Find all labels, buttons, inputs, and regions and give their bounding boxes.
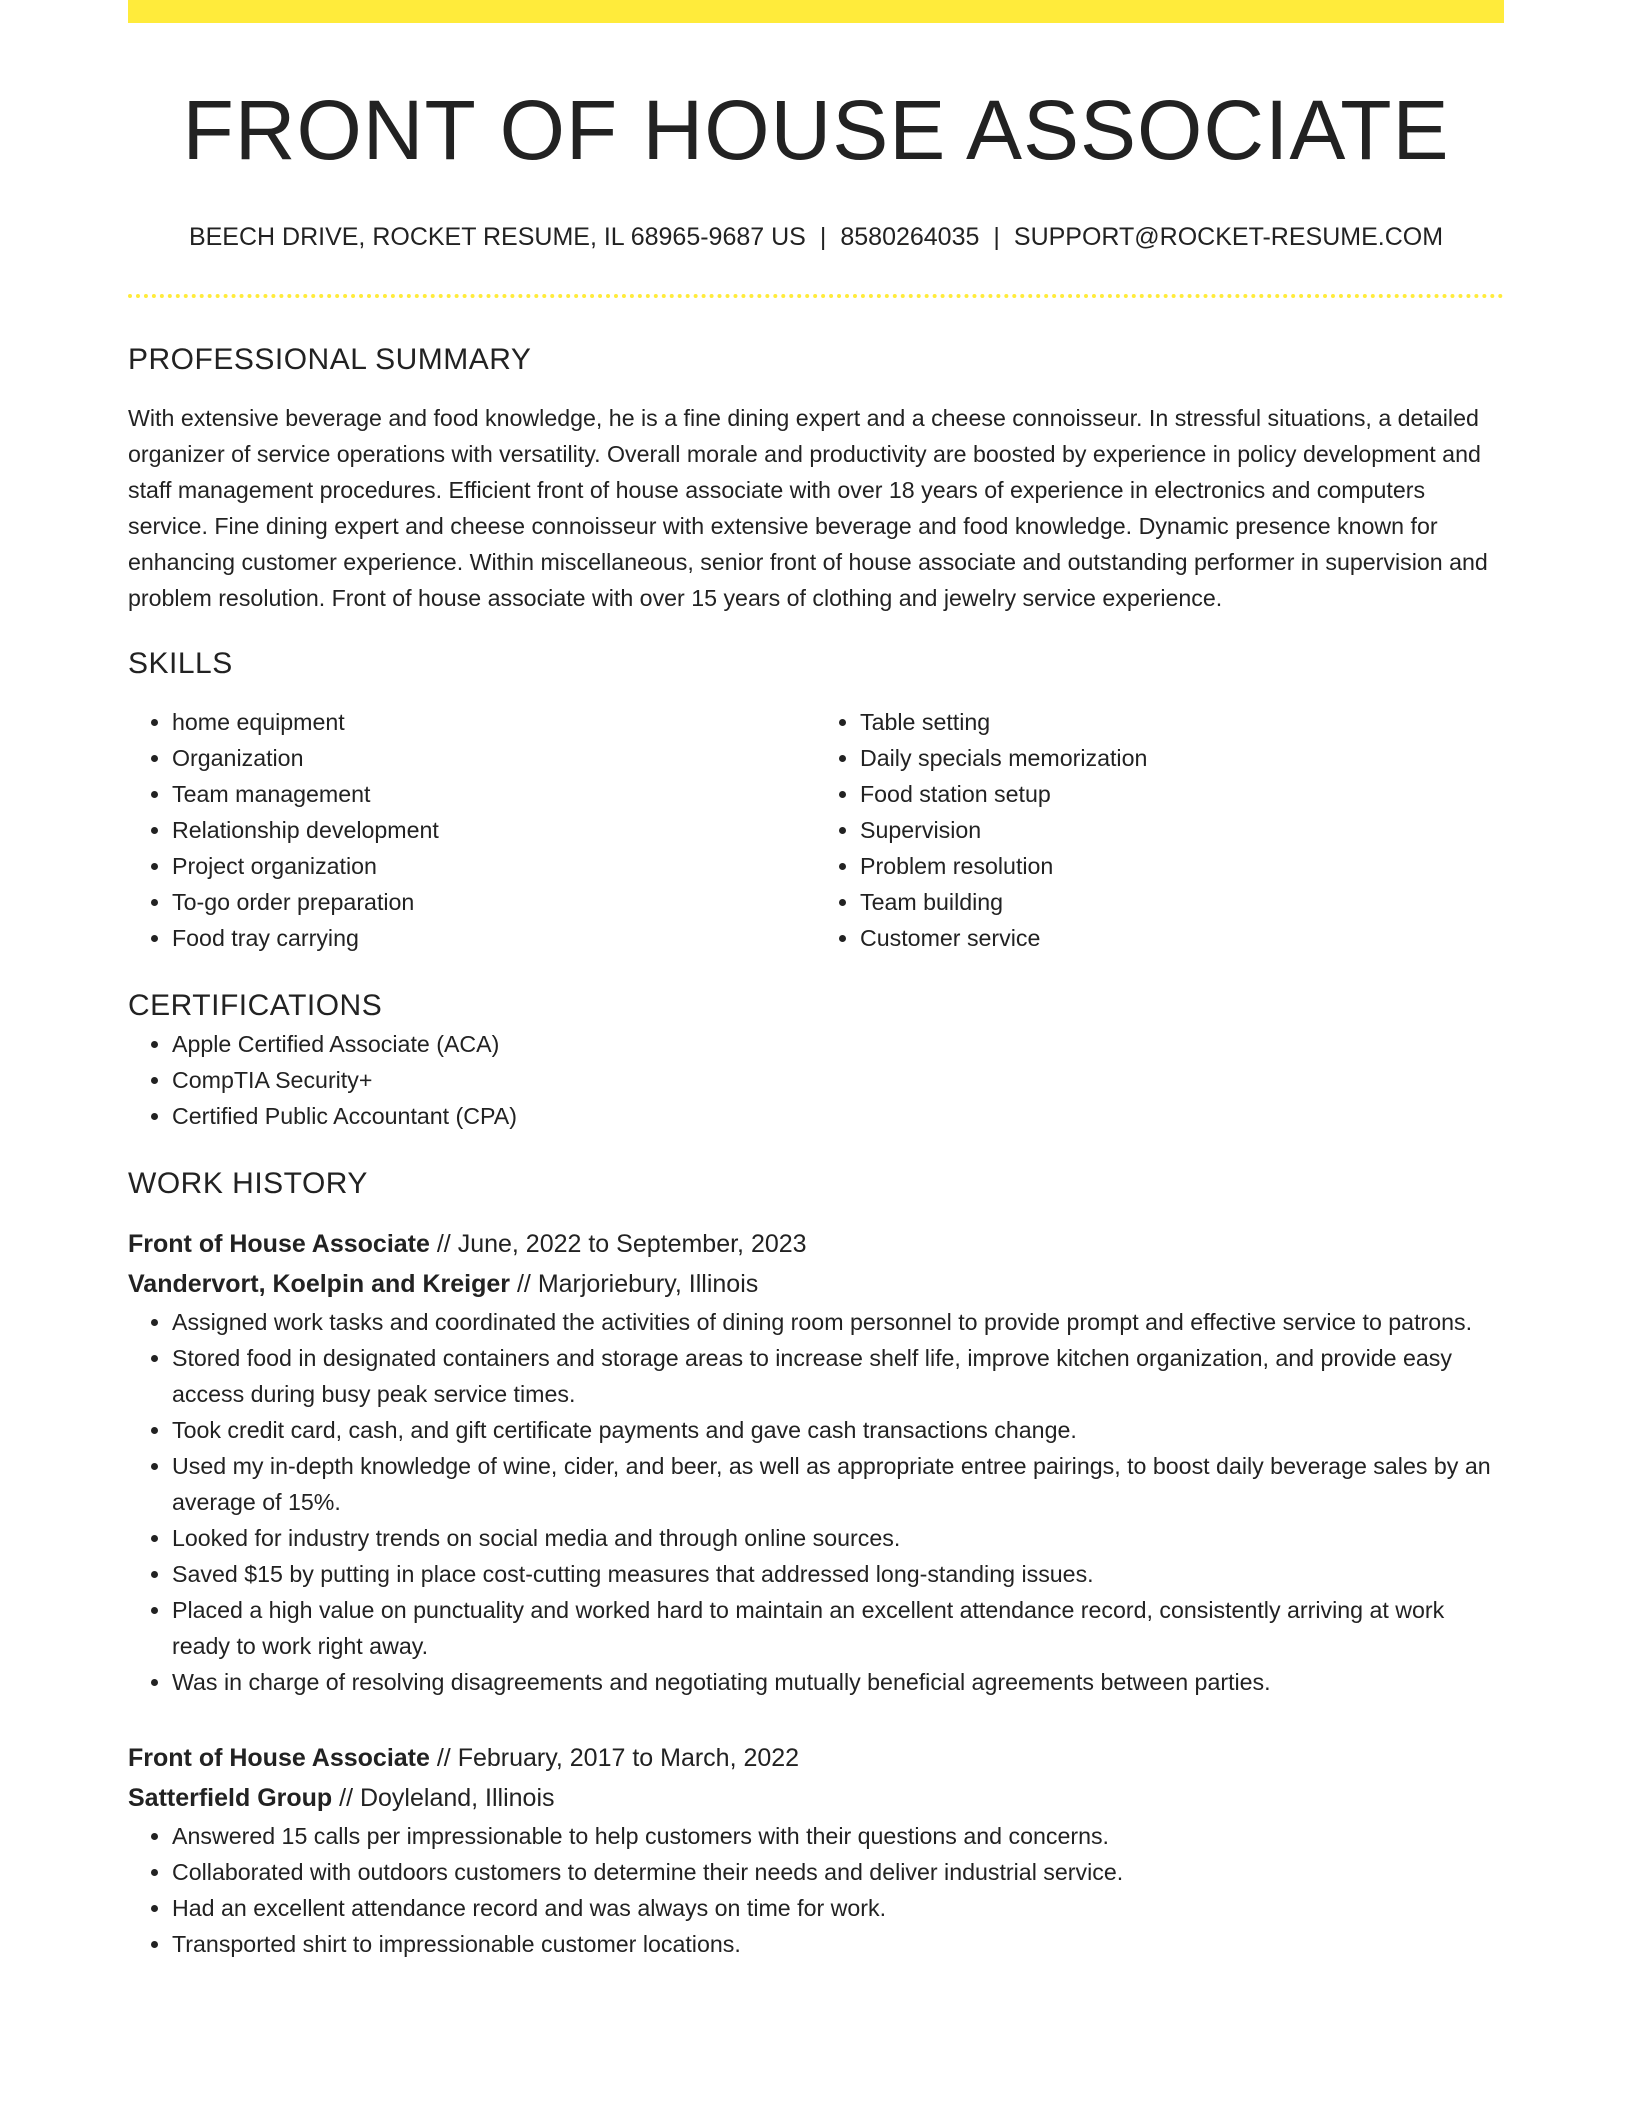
job-duty-item: • Answered 15 calls per impressionable to help customers with their questions and concerns. [172,1818,1504,1854]
job-duty-item: • Assigned work tasks and coordinated the activities of dining room personnel to provide prompt and effective service to patrons. [172,1304,1504,1340]
skill-item: • Supervision [860,812,1504,848]
skill-item: • Organization [172,740,816,776]
skill-item: • Team building [860,884,1504,920]
skill-item: • To-go order preparation [172,884,816,920]
job-location: // Marjoriebury, Illinois [510,1270,759,1298]
certification-item: • CompTIA Security+ [172,1062,1504,1098]
job-duty-item: • Took credit card, cash, and gift certificate payments and gave cash transactions change. [172,1412,1504,1448]
header-divider [128,294,1504,298]
job-company: Vandervort, Koelpin and Kreiger [128,1270,511,1298]
job-duty-item: • Used my in-depth knowledge of wine, cider, and beer, as well as appropriate entree pairings, to boost daily beverage sales by an average of 15%. [172,1448,1504,1520]
job-company: Satterfield Group [128,1784,333,1812]
skills-list-left [128,704,816,956]
skill-item: • Customer service [860,920,1504,956]
job-duty-item: • Placed a high value on punctuality and worked hard to maintain an excellent attendance record, consistently arriving at work ready to work right away. [172,1592,1504,1664]
job-title-line [128,1738,1504,1778]
job-dates: // June, 2022 to September, 2023 [429,1230,807,1258]
certification-item: • Certified Public Accountant (CPA) [172,1098,1504,1134]
job-company-line [128,1264,1504,1304]
certification-item: • Apple Certified Associate (ACA) [172,1026,1504,1062]
contact-separator: | [819,223,827,251]
job-company-line [128,1778,1504,1818]
job-role: Front of House Associate [128,1230,430,1258]
job-location: // Doyleland, Illinois [332,1784,555,1812]
skill-item: • Food station setup [860,776,1504,812]
job-dates: // February, 2017 to March, 2022 [429,1744,800,1772]
resume-title: FRONT OF HOUSE ASSOCIATE [182,83,1450,177]
skill-item: • home equipment [172,704,816,740]
job-duty-item: • Stored food in designated containers and storage areas to increase shelf life, improve kitchen organization, and provide easy access during busy peak service times. [172,1340,1504,1412]
job-duty-item: • Saved $15 by putting in place cost-cutting measures that addressed long-standing issues. [172,1556,1504,1592]
skill-item: • Food tray carrying [172,920,816,956]
skill-item: • Team management [172,776,816,812]
contact-email: SUPPORT@ROCKET-RESUME.COM [1013,223,1444,251]
summary-heading: PROFESSIONAL SUMMARY [128,343,532,376]
skill-item: • Daily specials memorization [860,740,1504,776]
job-duties-list [128,1304,1504,1700]
work-history-heading: WORK HISTORY [128,1167,368,1200]
skills-columns [128,704,1504,956]
job-duty-item: • Transported shirt to impressionable customer locations. [172,1926,1504,1962]
job-role: Front of House Associate [128,1744,430,1772]
contact-line [128,220,1504,254]
contact-phone: 8580264035 [840,223,980,251]
job-entry [128,1738,1504,1962]
skills-list-right [816,704,1504,956]
job-duty-item: • Was in charge of resolving disagreements and negotiating mutually beneficial agreements between parties. [172,1664,1504,1700]
job-duty-item: • Had an excellent attendance record and was always on time for work. [172,1890,1504,1926]
skill-item: • Project organization [172,848,816,884]
skill-item: • Table setting [860,704,1504,740]
job-duty-item: • Looked for industry trends on social media and through online sources. [172,1520,1504,1556]
contact-address: BEECH DRIVE, ROCKET RESUME, IL 68965-9687 US [188,223,806,251]
skill-item: • Relationship development [172,812,816,848]
certifications-heading: CERTIFICATIONS [128,989,383,1022]
resume-content [128,0,1504,1962]
job-duty-item: • Collaborated with outdoors customers to determine their needs and deliver industrial service. [172,1854,1504,1890]
contact-separator: | [993,223,1000,251]
skills-heading: SKILLS [128,647,233,680]
job-title-line [128,1224,1504,1264]
skill-item: • Problem resolution [860,848,1504,884]
job-duties-list [128,1818,1504,1962]
job-entry [128,1224,1504,1700]
certifications-list [128,1026,1504,1134]
summary-text: With extensive beverage and food knowledge, he is a fine dining expert and a cheese connoisseur. In stressful situations, a detailed organizer of service operations with versatility. Overall morale and productivity are boosted by experience in policy development and staff management procedures. Efficient front of house associate with over 18 years of experience in electronics and computers service. Fine dining expert and cheese connoisseur with extensive beverage and food knowledge. Dynamic presence known for enhancing customer experience. Within miscellaneous, senior front of house associate and outstanding performer in supervision and problem resolution. Front of house associate with over 15 years of clothing and jewelry service experience. [128,405,1488,611]
